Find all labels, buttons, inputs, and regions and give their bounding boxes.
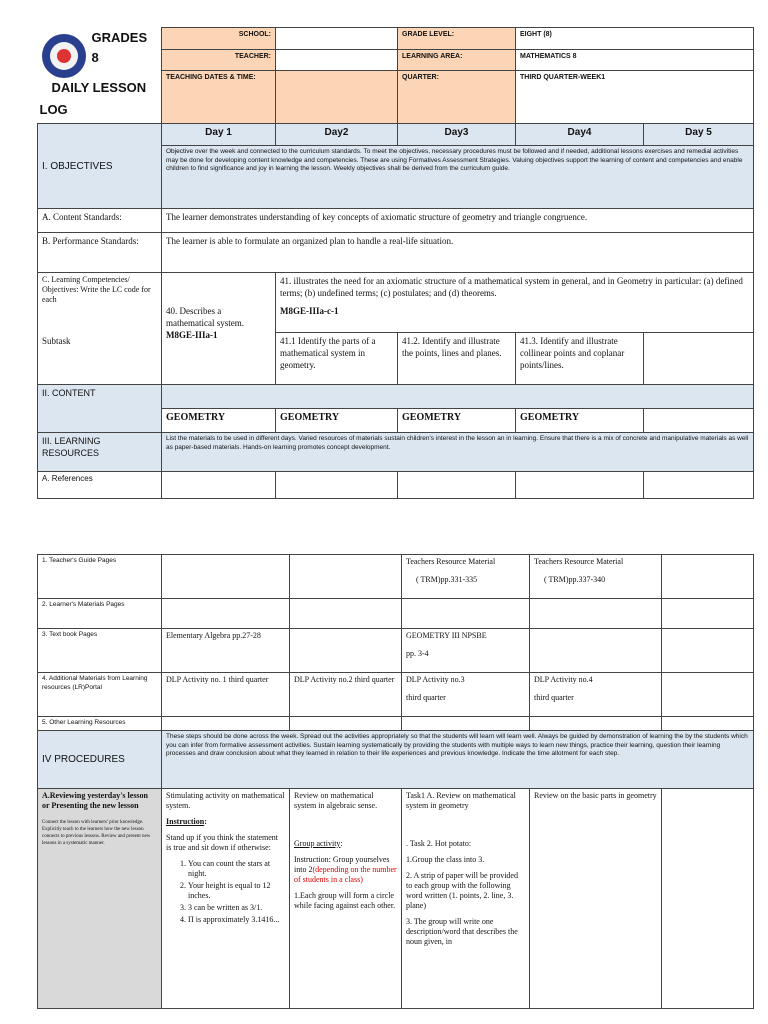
review-day1-intro: Stimulating activity on mathematical system. (166, 791, 285, 810)
review-day1-body: Stand up if you think the statement is true and sit down if otherwise: (166, 833, 278, 852)
tg-day4-line1: Teachers Resource Material (534, 557, 624, 566)
review-note: Connect the lesson with learners' prior knowledge. Explicitly teach to the learners how the new lesson connects to previous lessons. Review and present new lessons in a systematic manner. (42, 820, 151, 846)
review-day2-group: Group activity (294, 839, 341, 848)
list-item: 2. Your height is equal to 12 inches. (188, 881, 285, 901)
review-day1-instruction-colon: : (204, 817, 207, 826)
tg-day3 (402, 555, 530, 599)
review-day1-list (166, 859, 285, 925)
competency-day1-text: 40. Describes a mathematical system. (166, 306, 244, 328)
review-day3 (402, 789, 530, 1009)
subtask-day5 (644, 333, 754, 385)
day-2-header: Day2 (276, 124, 398, 146)
review-day3-task2: . Task 2. Hot potato: (406, 839, 472, 848)
performance-standards-label: B. Performance Standards: (38, 233, 162, 273)
tg-day4 (530, 555, 662, 599)
teacher-value (276, 50, 398, 71)
list-item: 3. 3 can be written as 3/1. (188, 903, 285, 913)
content-day5 (644, 409, 754, 433)
tb-day3 (402, 629, 530, 673)
content-day1: GEOMETRY (162, 409, 276, 433)
teachers-guide-label: 1. Teacher's Guide Pages (38, 555, 162, 599)
content-day4: GEOMETRY (516, 409, 644, 433)
review-day5 (662, 789, 754, 1009)
learning-area-value: MATHEMATICS 8 (516, 50, 754, 71)
content-day3: GEOMETRY (398, 409, 516, 433)
review-day2-red-note: (depending on the number of students in a class) (294, 865, 397, 884)
content-day2: GEOMETRY (276, 409, 398, 433)
competency-main (276, 273, 754, 333)
day-1-header: Day 1 (162, 124, 276, 146)
review-day4: Review on the basic parts in geometry (530, 789, 662, 1009)
tg-day4-line2: ( TRM)pp.337-340 (544, 575, 606, 584)
day-3-header: Day3 (398, 124, 516, 146)
subtask-day2: 41.1 Identify the parts of a mathematical system in geometry. (276, 333, 398, 385)
quarter-label: QUARTER: (398, 71, 516, 124)
quarter-value: THIRD QUARTER-WEEK1 (516, 71, 754, 124)
am-day3-line2: third quarter (406, 693, 446, 702)
review-day3-step1: 1.Group the class into 3. (406, 855, 485, 864)
school-label: SCHOOL: (162, 28, 276, 50)
performance-standards-text: The learner is able to formulate an organized plan to handle a real-life situation. (162, 233, 754, 273)
school-value (276, 28, 398, 50)
review-day3-task1: Task1 A. Review on mathematical system in geometry (406, 791, 516, 810)
competency-main-code: M8GE-IIIa-c-1 (280, 306, 339, 316)
review-cell (38, 789, 162, 1009)
lesson-log-table-1 (37, 27, 754, 499)
am-day4-line1: DLP Activity no.4 (534, 675, 593, 684)
procedures-label: IV PROCEDURES (38, 731, 162, 789)
tg-day3-line2: ( TRM)pp.331-335 (416, 575, 478, 584)
review-day3-step3: 3. The group will write one description/word that describes the noun given, in (406, 917, 518, 946)
list-item: 4. Π is approximately 3.1416... (188, 915, 285, 925)
am-day3 (402, 673, 530, 717)
content-standards-label: A. Content Standards: (38, 209, 162, 233)
subtask-day4: 41.3. Identify and illustrate collinear points and coplanar points/lines. (516, 333, 644, 385)
log-title-2: LOG (39, 101, 68, 117)
competency-day1-code: M8GE-IIIa-1 (166, 330, 218, 340)
review-day1 (162, 789, 290, 1009)
grades-label: GRADES (91, 29, 148, 45)
grade-level-value: EIGHT (8) (516, 28, 754, 50)
tb-day3-line1: GEOMETRY III NPSBE (406, 631, 487, 640)
grade-level-label: GRADE LEVEL: (398, 28, 516, 50)
subtask-day3: 41.2. Identify and illustrate the points, lines and planes. (398, 333, 516, 385)
log-title-1: DAILY LESSON (51, 79, 147, 95)
review-day2-group-colon: : (340, 839, 343, 848)
objectives-text: Objective over the week and connected to the curriculum standards. To meet the objectives, necessary procedures must be followed and if needed, additional lessons exercises and remedial activities may be done for developing content knowledge and competencies. These are using Formatives Assessment Strategies. Valuing objectives support the learning of content and competencies and enable children to find significance and joy in learning the lesson. Weekly objectives shall be derived from the curriculum guide. (162, 146, 754, 209)
tb-day1: Elementary Algebra pp.27-28 (162, 629, 290, 673)
additional-materials-label: 4. Additional Materials from Learning resources (LR)Portal (38, 673, 162, 717)
resources-text: List the materials to be used in different days. Varied resources of materials sustain children's interest in the lesson an in learning. Ensure that there is a mix of concrete and manipulative materials as well as paper-based materials. Hands-on learning promotes concept development. (162, 433, 754, 472)
subtask-label: Subtask (38, 333, 162, 385)
content-standards-text: The learner demonstrates understanding of key concepts of axiomatic structure of geometry and triangle congruence. (162, 209, 754, 233)
resources-label: III. LEARNING RESOURCES (38, 433, 162, 472)
content-label: II. CONTENT (38, 385, 162, 433)
tb-day3-line2: pp. 3-4 (406, 649, 429, 658)
grade-number: 8 (91, 49, 99, 65)
textbook-label: 3. Text book Pages (38, 629, 162, 673)
objectives-label: I. OBJECTIVES (38, 124, 162, 209)
learning-area-label: LEARNING AREA: (398, 50, 516, 71)
review-day3-step2: 2. A strip of paper will be provided to each group with the following word written (1. points, 2. line, 3. plane) (406, 871, 518, 910)
review-day2-instruction: Instruction: Group yourselves into 2 (294, 855, 390, 874)
teacher-label: TEACHER: (162, 50, 276, 71)
am-day2: DLP Activity no.2 third quarter (290, 673, 402, 717)
day-4-header: Day4 (516, 124, 644, 146)
deped-seal-icon (42, 34, 86, 78)
learners-materials-label: 2. Learner's Materials Pages (38, 599, 162, 629)
review-title: A.Reviewing yesterday's lesson or Presenting the new lesson (42, 791, 148, 810)
competency-day1 (162, 273, 276, 385)
review-day1-instruction: Instruction (166, 817, 205, 826)
tg-day3-line1: Teachers Resource Material (406, 557, 496, 566)
procedures-text: These steps should be done across the week. Spread out the activities appropriately so that the students will learn will learn well. Always be guided by demonstration of learning the by the students which you can infer from formative assessment activities. Sustain learning systematically by providing the students with multiple ways to learn new things, practice their learning, question their learning processes and draw conclusion about what they learned in relation to their life experiences and previous knowledge. Indicate the time allotment for each step. (162, 731, 754, 789)
am-day1: DLP Activity no. 1 third quarter (162, 673, 290, 717)
am-day4 (530, 673, 662, 717)
references-label: A. References (38, 472, 162, 499)
am-day4-line2: third quarter (534, 693, 574, 702)
content-blank (162, 385, 754, 409)
dates-value (276, 71, 398, 124)
logo-block (38, 28, 162, 124)
am-day3-line1: DLP Activity no.3 (406, 675, 465, 684)
review-day2-step: 1.Each group will form a circle while facing against each other. (294, 891, 396, 910)
review-day2-intro: Review on mathematical system in algebraic sense. (294, 791, 378, 810)
other-resources-label: 5. Other Learning Resources (38, 717, 162, 731)
list-item: 1. You can count the stars at night. (188, 859, 285, 879)
competency-main-text: 41. illustrates the need for an axiomatic structure of a mathematical system in general, and in Geometry in particular: (a) defined terms; (b) undefined terms; (c) postulates; and (d) theorems. (280, 276, 743, 298)
competencies-label: C. Learning Competencies/ Objectives: Write the LC code for each (38, 273, 162, 333)
review-day2 (290, 789, 402, 1009)
lesson-log-table-2 (37, 554, 754, 1009)
dates-label: TEACHING DATES & TIME: (162, 71, 276, 124)
day-5-header: Day 5 (644, 124, 754, 146)
